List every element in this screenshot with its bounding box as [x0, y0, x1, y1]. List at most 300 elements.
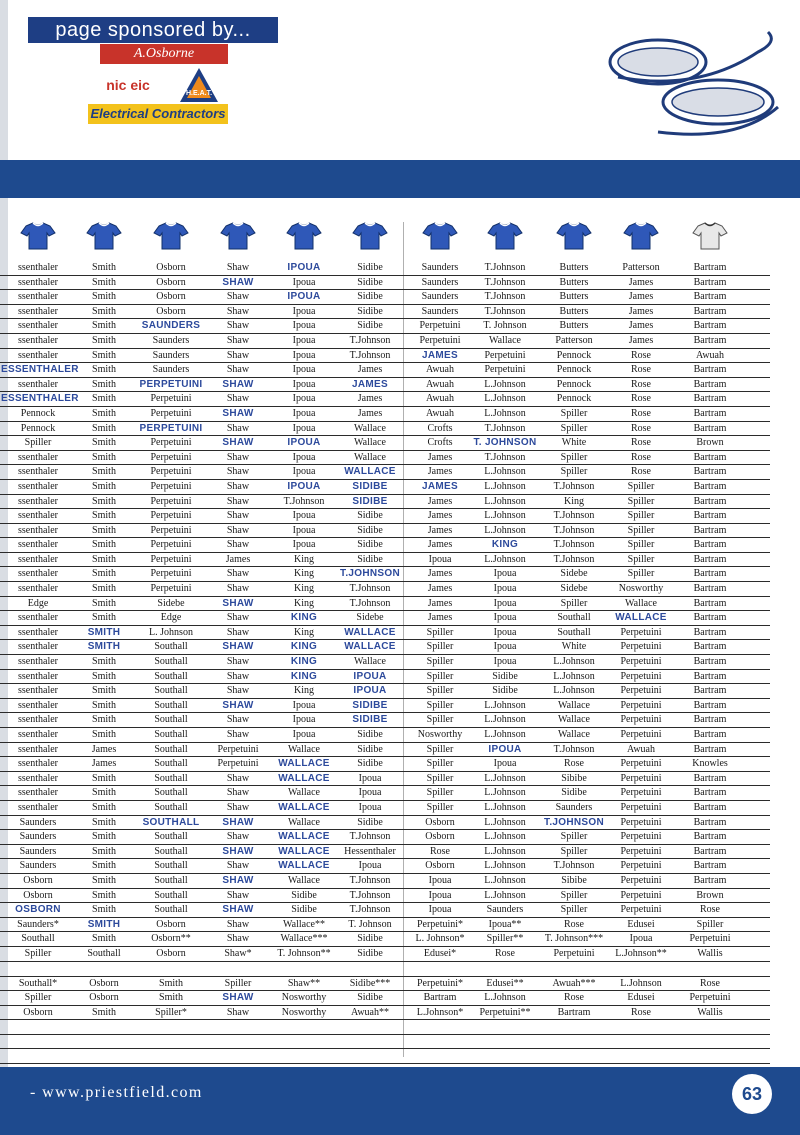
player-name: T. JOHNSON	[473, 437, 537, 449]
player-name: ESSENTHALER	[1, 393, 79, 405]
player-name: Nosworthy	[417, 729, 463, 740]
player-name: Crofts	[427, 437, 453, 449]
player-name: Perpetuini	[620, 889, 662, 901]
shirt-icon	[86, 222, 126, 252]
player-name: Wallace	[354, 451, 386, 463]
player-name: Perpetuini	[620, 801, 662, 813]
player-name: Perpetuini	[150, 407, 192, 419]
player-name: Smith	[92, 889, 116, 901]
player-name: OSBORN	[15, 904, 61, 916]
player-name: Perpetuini	[484, 349, 526, 361]
shirt-icon	[352, 222, 392, 252]
player-name: Ipoua	[292, 524, 316, 536]
player-name: Smith	[92, 801, 116, 813]
player-name: Ipoua	[292, 466, 316, 478]
player-name: Perpetuini	[620, 729, 662, 740]
player-name: Wallace	[288, 816, 320, 828]
player-name: Smith	[92, 612, 116, 624]
player-name: ssenthaler	[18, 495, 58, 507]
player-name: Sidebe	[560, 568, 588, 580]
player-name: Perpetuini	[620, 714, 662, 726]
player-name: Sibibe	[561, 772, 587, 784]
player-name: Ipoua	[428, 904, 452, 916]
player-name: ssenthaler	[18, 583, 58, 595]
player-name: T.Johnson	[484, 291, 526, 303]
player-name: Shaw	[226, 539, 250, 551]
player-name: Osborn	[156, 276, 186, 288]
player-name: Smith	[92, 656, 116, 668]
player-name: ssenthaler	[18, 291, 58, 303]
player-name: Perpetuini	[217, 758, 259, 770]
player-name: ssenthaler	[18, 714, 58, 726]
player-name: Smith	[92, 597, 116, 609]
player-name: T. Johnson	[483, 320, 527, 332]
player-name: Ipoua	[493, 758, 517, 770]
player-name: L.Johnson	[484, 480, 526, 492]
player-name: Osborn	[23, 1006, 53, 1018]
player-name: Bartram	[693, 305, 727, 317]
club-logo	[598, 22, 788, 142]
player-name: IPOUA	[353, 670, 387, 682]
player-name: Perpetuini	[150, 583, 192, 595]
player-name: L.Johnson	[484, 831, 526, 843]
player-name: Ipoua	[428, 553, 452, 565]
player-name: Awuah	[696, 349, 724, 361]
player-name: Saunders	[19, 831, 57, 843]
player-name: SHAW	[222, 816, 254, 828]
player-name: James	[357, 364, 383, 376]
player-name: L.Johnson	[553, 670, 595, 682]
table-row	[0, 903, 770, 918]
player-name: T.Johnson	[484, 276, 526, 288]
player-name: Edge	[160, 612, 182, 624]
player-name: WALLACE	[278, 772, 330, 784]
player-name: Ipoua	[292, 320, 316, 332]
player-name: Spiller	[426, 699, 454, 711]
player-name: Shaw	[226, 393, 250, 405]
sponsor-logo	[88, 44, 228, 124]
player-name: L.Johnson	[620, 977, 662, 989]
player-name: Smith	[92, 729, 116, 740]
table-row	[0, 276, 770, 291]
player-name: Perpetuini	[419, 320, 461, 332]
player-name: Sidibe	[357, 933, 383, 945]
player-name: Saunders	[152, 349, 190, 361]
player-name: T.Johnson	[349, 904, 391, 916]
player-name: L.Johnson	[484, 714, 526, 726]
player-name: T.Johnson	[484, 262, 526, 273]
player-name: L.Johnson	[553, 656, 595, 668]
player-name: Spiller**	[486, 933, 524, 945]
player-name: ssenthaler	[18, 466, 58, 478]
player-name: Rose	[631, 364, 651, 376]
table-row	[0, 728, 770, 743]
player-name: Awuah	[426, 407, 454, 419]
player-name: Bartram	[693, 510, 727, 522]
table-row	[0, 626, 770, 641]
player-name: Spiller	[426, 714, 454, 726]
player-name: James	[628, 334, 654, 346]
player-name: Spiller	[560, 422, 588, 434]
player-name: T.Johnson	[349, 889, 391, 901]
player-name: James	[427, 583, 453, 595]
player-name: Perpetuini	[150, 437, 192, 449]
player-name: T.Johnson	[553, 524, 595, 536]
player-name: SAUNDERS	[141, 320, 201, 332]
player-name: Perpetuini	[150, 466, 192, 478]
player-name: Smith	[92, 787, 116, 799]
player-name: Bartram	[693, 393, 727, 405]
player-name: Shaw	[226, 568, 250, 580]
player-name: ssenthaler	[18, 787, 58, 799]
player-name: WALLACE	[278, 801, 330, 813]
player-name: Shaw	[226, 918, 250, 930]
player-name: Awuah	[426, 364, 454, 376]
player-name: Shaw	[226, 334, 250, 346]
player-name: Perpetuini	[620, 831, 662, 843]
player-name: T.Johnson	[484, 422, 526, 434]
player-name: Ipoua	[629, 933, 653, 945]
player-name: L.Johnson	[484, 553, 526, 565]
table-row	[0, 859, 770, 874]
player-name: Southall	[154, 874, 188, 886]
player-name: Bartram	[693, 597, 727, 609]
heat-logo	[178, 66, 220, 104]
player-name: Wallace	[558, 729, 590, 740]
player-name: Ipoua	[292, 422, 316, 434]
player-name: Rose	[631, 437, 651, 449]
player-name: SMITH	[87, 626, 121, 638]
player-name: T.Johnson	[283, 495, 325, 507]
player-name: Sidibe	[357, 947, 383, 959]
player-name: Southall	[21, 933, 55, 945]
player-name: Sidibe***	[349, 977, 391, 989]
player-name: Pennock	[556, 349, 592, 361]
player-name: Ipoua	[292, 539, 316, 551]
player-name: Ipoua	[292, 349, 316, 361]
player-name: SHAW	[222, 699, 254, 711]
player-name: T.Johnson	[553, 480, 595, 492]
player-name: Smith	[159, 992, 183, 1004]
player-name: Shaw*	[224, 947, 252, 959]
table-row	[0, 977, 770, 992]
player-name: Smith	[92, 334, 116, 346]
player-name: Bartram	[693, 583, 727, 595]
player-name: Spiller	[426, 656, 454, 668]
shirt-icon	[286, 222, 326, 252]
player-name: Southall	[87, 947, 121, 959]
player-name: Ipoua	[292, 510, 316, 522]
player-name: Smith	[92, 422, 116, 434]
player-name: Spiller	[426, 772, 454, 784]
website-url[interactable]: - www.priestfield.com	[30, 1084, 203, 1101]
player-name: Shaw	[226, 364, 250, 376]
player-name: Rose	[631, 393, 651, 405]
player-name: Spiller	[627, 510, 655, 522]
player-name: Bartram	[693, 539, 727, 551]
player-name: Perpetuini	[620, 656, 662, 668]
player-name: IPOUA	[488, 743, 522, 755]
player-name: Wallace**	[283, 918, 325, 930]
player-name: Osborn	[425, 831, 455, 843]
player-name: Ipoua	[493, 568, 517, 580]
player-name: White	[561, 641, 587, 653]
player-name: King	[294, 553, 314, 565]
player-name: Shaw	[226, 305, 250, 317]
player-name: Crofts	[427, 422, 453, 434]
player-name: Rose	[631, 1006, 651, 1018]
player-name: Brown	[696, 437, 724, 449]
player-name: Awuah	[426, 393, 454, 405]
player-name: Bartram	[693, 451, 727, 463]
player-name: WALLACE	[344, 466, 396, 478]
player-name: ssenthaler	[18, 801, 58, 813]
player-name: Shaw**	[287, 977, 321, 989]
player-name: Smith	[92, 510, 116, 522]
player-name: T. Johnson***	[544, 933, 604, 945]
player-name: Shaw	[226, 510, 250, 522]
table-row	[0, 480, 770, 495]
player-name: James	[427, 510, 453, 522]
table-row	[0, 889, 770, 904]
player-name: Spiller	[426, 787, 454, 799]
player-name: Ipoua	[358, 772, 382, 784]
player-name: Shaw	[226, 1006, 250, 1018]
player-name: T.JOHNSON	[340, 568, 400, 580]
player-name: Bartram	[693, 495, 727, 507]
player-name: IPOUA	[353, 685, 387, 697]
player-name: King	[294, 685, 314, 697]
sponsor-header: page sponsored by...	[28, 17, 278, 43]
table-row	[0, 713, 770, 728]
player-name: Bartram	[693, 729, 727, 740]
player-name: Sidibe	[357, 553, 383, 565]
player-name: Edusei**	[486, 977, 524, 989]
player-name: Southall	[154, 758, 188, 770]
player-name: Perpetuini	[620, 772, 662, 784]
player-name: Osborn	[156, 305, 186, 317]
player-name: Ipoua	[292, 334, 316, 346]
player-name: Nosworthy	[618, 583, 664, 595]
player-name: Spiller	[24, 437, 52, 449]
player-name: SOUTHALL	[142, 816, 200, 828]
team-sheet	[0, 222, 770, 260]
table-row	[0, 830, 770, 845]
player-name: Shaw	[226, 729, 250, 740]
player-name: Perpetuini	[620, 845, 662, 857]
player-name: Perpetuini	[217, 743, 259, 755]
player-name: Shaw	[226, 772, 250, 784]
player-name: Rose	[631, 466, 651, 478]
player-name: Sidibe	[357, 758, 383, 770]
player-name: Smith	[92, 583, 116, 595]
player-name: Spiller	[696, 918, 724, 930]
table-row	[0, 699, 770, 714]
player-name: Perpetuini	[150, 451, 192, 463]
player-name: Wallace	[558, 714, 590, 726]
player-name: Pennock	[556, 364, 592, 376]
player-name: ssenthaler	[18, 743, 58, 755]
player-name: Patterson	[622, 262, 660, 273]
player-name: ssenthaler	[18, 729, 58, 740]
player-name: SHAW	[222, 407, 254, 419]
player-name: Smith	[92, 451, 116, 463]
player-name: Ipoua	[292, 714, 316, 726]
player-name: KING	[290, 612, 318, 624]
player-name: Ipoua	[428, 874, 452, 886]
player-name: Smith	[92, 320, 116, 332]
player-name: L.Johnson	[484, 699, 526, 711]
player-name: KING	[290, 670, 318, 682]
player-name: L.Johnson	[484, 407, 526, 419]
player-name: T. Johnson	[348, 918, 392, 930]
player-name: Southall	[154, 889, 188, 901]
player-name: JAMES	[422, 480, 458, 492]
table-row	[0, 801, 770, 816]
player-name: James	[427, 495, 453, 507]
player-name: Edge	[27, 597, 49, 609]
player-name: Bartram	[693, 480, 727, 492]
player-name: Wallace	[354, 437, 386, 449]
player-name: Perpetuini	[620, 758, 662, 770]
player-name: Perpetuini	[620, 860, 662, 872]
player-name: Spiller	[560, 889, 588, 901]
player-name: Ipoua	[358, 801, 382, 813]
player-name: ESSENTHALER	[1, 364, 79, 376]
player-name: L.Johnson	[484, 860, 526, 872]
player-name: SHAW	[222, 845, 254, 857]
player-name: ssenthaler	[18, 378, 58, 390]
player-name: Bartram	[693, 524, 727, 536]
player-name: King	[294, 568, 314, 580]
player-name: Spiller	[426, 641, 454, 653]
table-row	[0, 772, 770, 787]
player-name: Perpetuini	[620, 904, 662, 916]
table-row	[0, 743, 770, 758]
heat-logo-text: H.E.A.T.	[185, 90, 213, 97]
player-name: Sidibe	[357, 276, 383, 288]
player-name: Awuah	[426, 378, 454, 390]
player-name: Southall	[154, 670, 188, 682]
player-name: Spiller	[560, 451, 588, 463]
player-name: Spiller	[560, 407, 588, 419]
player-name: Southall	[154, 801, 188, 813]
player-name: Hessenthaler	[344, 845, 396, 857]
player-name: T.Johnson	[349, 874, 391, 886]
player-name: King	[294, 583, 314, 595]
table-row	[0, 422, 770, 437]
player-name: Wallace	[558, 699, 590, 711]
table-row	[0, 553, 770, 568]
player-name: T. Johnson**	[277, 947, 331, 959]
player-name: T.Johnson	[553, 553, 595, 565]
player-name: Rose	[631, 422, 651, 434]
table-row	[0, 816, 770, 831]
player-name: Southall	[154, 656, 188, 668]
player-name: Shaw	[226, 933, 250, 945]
player-name: James	[628, 291, 654, 303]
player-name: L.Johnson	[484, 495, 526, 507]
player-name: Osborn	[156, 947, 186, 959]
player-name: Bartram	[693, 831, 727, 843]
player-name: Bartram	[693, 276, 727, 288]
table-row	[0, 378, 770, 393]
player-name: Sidibe	[357, 992, 383, 1004]
table-row	[0, 991, 770, 1006]
player-name: Rose	[564, 918, 584, 930]
player-name: ssenthaler	[18, 626, 58, 638]
player-name: ssenthaler	[18, 320, 58, 332]
player-name: Butters	[559, 276, 589, 288]
player-name: SHAW	[222, 992, 254, 1004]
player-name: L.Johnson	[484, 874, 526, 886]
player-name: Bartram	[693, 612, 727, 624]
nic-eic-logo: nic eic	[106, 77, 150, 93]
player-name: Shaw	[226, 583, 250, 595]
player-name: Perpetuini	[620, 816, 662, 828]
player-name: ssenthaler	[18, 480, 58, 492]
player-name: Bartram	[423, 992, 457, 1004]
player-name: Sidebe	[157, 597, 185, 609]
player-name: Smith	[92, 714, 116, 726]
player-name: Saunders	[486, 904, 524, 916]
player-name: Smith	[92, 816, 116, 828]
player-name: Shaw	[226, 787, 250, 799]
player-name: Bartram	[693, 553, 727, 565]
table-row	[0, 582, 770, 597]
player-name: Sidebe	[560, 583, 588, 595]
player-name: SIDIBE	[352, 699, 388, 711]
player-name: Saunders	[421, 291, 459, 303]
table-row	[0, 640, 770, 655]
player-name: Smith	[92, 378, 116, 390]
table-row	[0, 509, 770, 524]
player-name: Shaw	[226, 626, 250, 638]
player-name: Bartram	[693, 641, 727, 653]
player-name: T.Johnson	[349, 583, 391, 595]
player-name: Smith	[92, 393, 116, 405]
player-name: Smith	[92, 685, 116, 697]
player-name: Sidibe	[357, 305, 383, 317]
player-name: Perpetuini	[620, 670, 662, 682]
player-name: Sidibe	[357, 524, 383, 536]
player-name: Sidibe	[492, 685, 518, 697]
player-name: Perpetuini	[553, 947, 595, 959]
player-name: ssenthaler	[18, 262, 58, 273]
sponsor-name: A.Osborne	[100, 44, 228, 64]
table-row	[0, 845, 770, 860]
player-name: Bartram	[693, 334, 727, 346]
player-name: ssenthaler	[18, 699, 58, 711]
player-name: T.Johnson	[553, 743, 595, 755]
player-name: T.Johnson	[553, 860, 595, 872]
table-row	[0, 757, 770, 772]
lineup-table	[0, 261, 770, 1122]
player-name: Spiller	[627, 524, 655, 536]
player-name: Perpetuini	[150, 510, 192, 522]
player-name: Bartram	[693, 860, 727, 872]
player-name: ssenthaler	[18, 510, 58, 522]
player-name: T.Johnson	[553, 539, 595, 551]
player-name: L.Johnson	[484, 729, 526, 740]
shirt-icon	[623, 222, 663, 252]
player-name: KING	[491, 539, 519, 551]
player-name: Spiller	[24, 947, 52, 959]
player-name: Osborn	[23, 874, 53, 886]
player-name: Ipoua	[493, 597, 517, 609]
player-name: Sidibe	[357, 510, 383, 522]
player-name: L. Johnson*	[415, 933, 465, 945]
